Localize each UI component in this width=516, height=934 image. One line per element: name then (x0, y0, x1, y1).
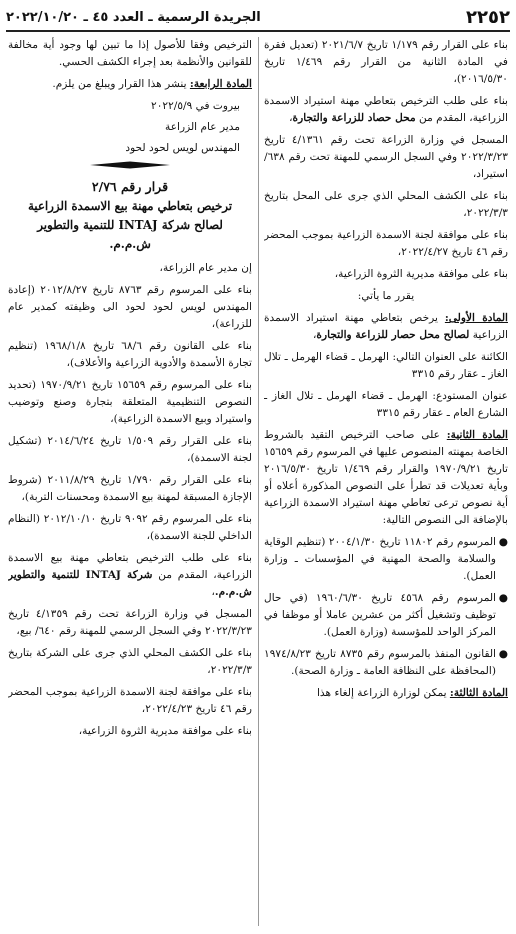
paragraph: بناء على موافقة مديرية الثروة الزراعية، (78, 725, 252, 737)
article-1 (264, 310, 508, 344)
text: يرخص بتعاطي مهنة استيراد الاسمدة الزراعية (264, 312, 508, 341)
paragraph: بناء على الكشف المحلي الذي جرى على المحل بتاريخ ٢٠٢٢/٣/٣، (264, 190, 508, 219)
paragraph: الترخيص وفقا للأصول إذا ما تبين لها وجود أية مخالفة للقوانين والأنظمة بعد إجراء الكشف الحسي. (8, 39, 252, 68)
list-item (264, 534, 508, 585)
beneficiary-name: لصالح محل حصار للزراعة والتجارة (316, 329, 470, 341)
decides-heading: يقرر ما يأتي: (357, 290, 415, 302)
separator-ornament (8, 161, 252, 169)
paragraph: بناء على المرسوم رقم ٨٧٦٣ تاريخ ٢٠١٢/٨/٢٧ (إعادة المهندس لويس لحود لحود الى وظيفته كمدير عام للزراعة)، (8, 284, 252, 330)
column-divider (258, 37, 259, 926)
article-2 (264, 427, 508, 529)
article-label: المادة الثانية: (446, 429, 508, 441)
paragraph: بناء على القانون رقم ٦٨/٦ تاريخ ١٩٦٨/١/٨ (تنظيم تجارة الأسمدة والأدوية الزراعية والأعلاف)، (8, 340, 252, 369)
signature-role: مدير عام الزراعة (165, 121, 240, 133)
text: القانون المنفذ بالمرسوم رقم ٨٧٣٥ تاريخ ١٩٧٤/٨/٢٣ (المحافظة على النظافة العامة ـ وزارة الصحة). (264, 648, 496, 677)
applicant-name: شركة INTAJ للتنمية والتطوير ش.م.م. (8, 569, 252, 598)
paragraph (264, 93, 508, 127)
paragraph: بناء على القرار رقم ١/٧٩٠ تاريخ ٢٠١١/٨/٢٩ (شروط الإجازة المسبقة لمهنة بيع الاسمدة ومحسنات التربة)، (8, 474, 252, 503)
text: ، (289, 112, 293, 124)
decree-title-line: لصالح شركة INTAJ للتنمية والتطوير (37, 218, 223, 232)
article-label: المادة الثالثة: (449, 687, 508, 699)
bullet-list (264, 534, 508, 680)
paragraph: بناء على موافقة لجنة الاسمدة الزراعية بموجب المحضر رقم ٤٦ تاريخ ٢٠٢٢/٤/٢٧، (264, 229, 508, 258)
text: المرسوم رقم ١١٨٠٢ تاريخ ٢٠٠٤/١/٣٠ (تنظيم الوقاية والسلامة والصحة المهنية في المؤسسات ـ وزارة العمل). (264, 536, 496, 582)
gazette-title: الجريدة الرسمية ـ العدد ٤٥ ـ ٢٠٢٢/١٠/٢٠ (6, 9, 261, 25)
paragraph: بناء على القرار رقم ١/١٧٩ تاريخ ٢٠٢١/٦/٧ (تعديل فقرة في المادة الثانية من القرار رقم ١/٤٦٩ تاريخ ٢٠١٦/٥/٣٠)، (264, 39, 508, 85)
paragraph: بناء على موافقة لجنة الاسمدة الزراعية بموجب المحضر رقم ٤٦ تاريخ ٢٠٢٢/٤/٢٣، (8, 686, 252, 715)
text: ينشر هذا القرار ويبلغ من يلزم. (52, 78, 190, 90)
decree-number: قرار رقم ٢/٧٦ (91, 179, 169, 194)
applicant-name: محل حصاد للزراعة والتجارة (292, 112, 416, 124)
bullet-icon: ● (498, 536, 508, 548)
warehouse-address: عنوان المستودع: الهرمل ـ قضاء الهرمل ـ تلال الغاز ـ الشارع العام ـ عقار رقم ٣٣١٥ (264, 390, 508, 419)
paragraph (8, 550, 252, 601)
intro: إن مدير عام الزراعة، (159, 262, 252, 274)
paragraph: بناء على القرار رقم ١/٥٠٩ تاريخ ٢٠١٤/٦/٢٤ (تشكيل لجنة الاسمدة)، (8, 435, 252, 464)
paragraph: المسجل في وزارة الزراعة تحت رقم ٤/١٣٥٩ تاريخ ٢٠٢٢/٣/٢٣ وفي السجل الرسمي للمهنة رقم ٦٤٠/ بيع، (8, 608, 252, 637)
article-label: المادة الأولى: (444, 312, 508, 324)
list-item (264, 646, 508, 680)
paragraph: بناء على المرسوم رقم ١٥٦٥٩ تاريخ ١٩٧٠/٩/٢١ (تحديد النصوص التنظيمية المتعلقة بتجارة وصنع وتوضيب واستيراد وبيع الاسمدة الزراعية)، (8, 379, 252, 425)
paragraph: بناء على الكشف المحلي الذي جرى على الشركة بتاريخ ٢٠٢٢/٣/٣، (8, 647, 252, 676)
article-label: المادة الرابعة: (189, 78, 252, 90)
article-3 (264, 685, 508, 702)
text: بناء على طلب الترخيص بتعاطي مهنة استيراد الاسمدة الزراعية، المقدم من (264, 95, 508, 124)
text: بناء على طلب الترخيص بتعاطي مهنة بيع الاسمدة الزراعية، المقدم من (8, 552, 252, 581)
text: يمكن لوزارة الزراعة إلغاء هذا (316, 687, 450, 699)
text: المرسوم رقم ٤٥٦٨ تاريخ ١٩٦٠/٦/٣٠ (في حال توظيف وتشغيل أكثر من عشرين عاملا أو موظفا في المركز الواحد للمؤسسة (وزارة العمل). (264, 592, 496, 638)
text: ، (313, 329, 317, 341)
text: على صاحب الترخيص التقيد بالشروط الخاصة بمهنته المنصوص عليها في المرسوم رقم ١٥٦٥٩ تاريخ ١٩٧٠/٩/٢١ والقرار رقم ١/٤٦٩ تاريخ ٢٠١٦/٥/٣٠ وبأية تعديلات قد تطرأ على النصوص المذكورة أعلاه أو أية نصوص ترعى تعاطي مهنة استيراد الاسمدة الزراعية بالإضافة الى النصوص التالية: (264, 429, 508, 526)
right-column (264, 37, 508, 926)
article-4 (8, 76, 252, 93)
page-header (6, 6, 510, 28)
paragraph: بناء على المرسوم رقم ٩٠٩٢ تاريخ ٢٠١٢/١٠/١٠ (النظام الداخلي للجنة الاسمدة)، (8, 513, 252, 542)
signature-place-date: بيروت في ٢٠٢٢/٥/٩ (151, 100, 240, 112)
text: ، (211, 586, 215, 598)
divider-icon (90, 161, 170, 169)
signature-name: المهندس لويس لحود لحود (125, 142, 240, 154)
header-rule (6, 30, 510, 32)
decree-title-line: ش.م.م. (109, 237, 151, 251)
paragraph: بناء على موافقة مديرية الثروة الزراعية، (334, 268, 508, 280)
address: الكائنة على العنوان التالي: الهرمل ـ قضاء الهرمل ـ تلال الغاز ـ عقار رقم ٣٣١٥ (264, 351, 508, 380)
bullet-icon: ● (498, 592, 508, 604)
bullet-icon: ● (498, 648, 508, 660)
paragraph: المسجل في وزارة الزراعة تحت رقم ٤/١٣٦١ تاريخ ٢٠٢٢/٣/٢٣ وفي السجل الرسمي للمهنة تحت رقم ٦٣٨/استيراد، (264, 134, 508, 180)
decree-title-line: ترخيص بتعاطي مهنة بيع الاسمدة الزراعية (27, 199, 233, 213)
page-number: ٢٢٥٢ (466, 6, 510, 28)
left-column (8, 37, 252, 926)
list-item (264, 590, 508, 641)
